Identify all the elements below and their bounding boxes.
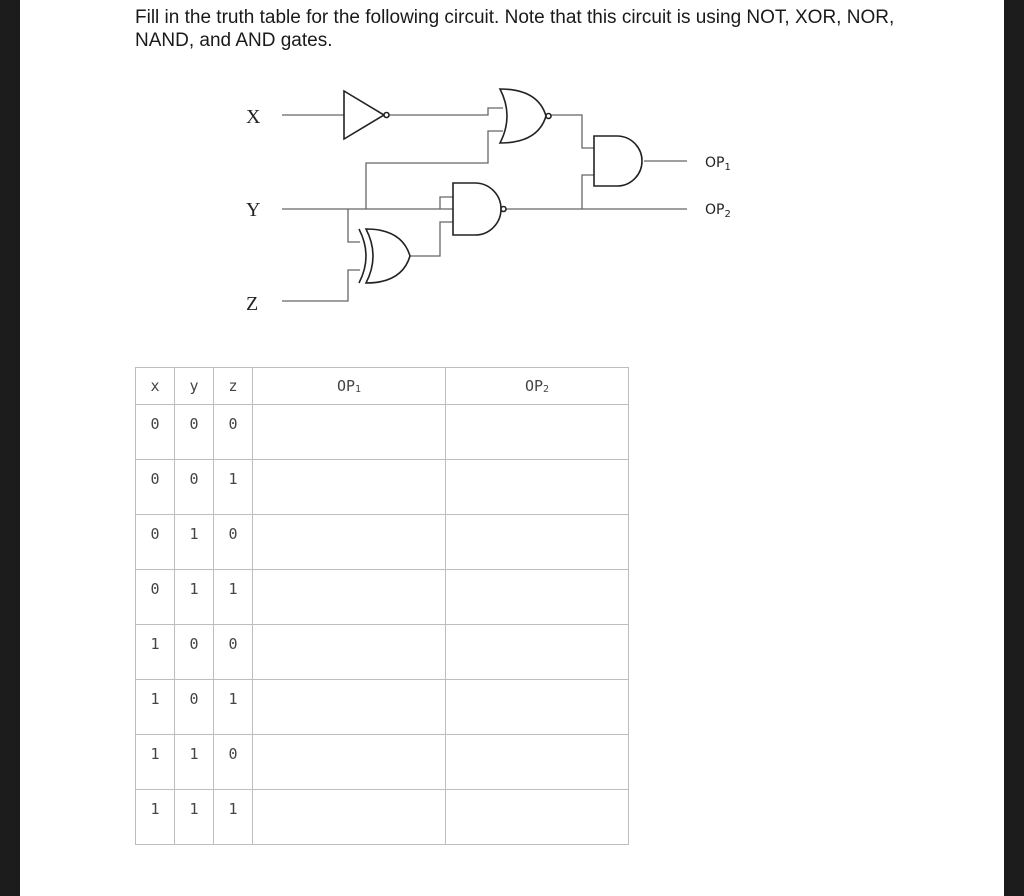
nor-gate: [500, 89, 551, 143]
cell-y: 1: [175, 570, 214, 625]
nand-gate: [453, 183, 506, 235]
wire-xor-to-nand: [410, 222, 453, 256]
cell-z: 0: [214, 625, 253, 680]
cell-y: 0: [175, 460, 214, 515]
table-row: [136, 625, 629, 680]
cell-op2-answer[interactable]: [446, 790, 629, 845]
xor-gate: [359, 229, 410, 283]
header-z: z: [214, 368, 253, 405]
truth-table: [135, 367, 629, 845]
cell-y: 1: [175, 515, 214, 570]
cell-x: 1: [136, 625, 175, 680]
header-y: y: [175, 368, 214, 405]
cell-y: 0: [175, 680, 214, 735]
wire-nor-to-and: [551, 115, 594, 148]
logic-circuit-diagram: [20, 0, 1004, 330]
cell-z: 1: [214, 460, 253, 515]
table-row: [136, 790, 629, 845]
cell-z: 1: [214, 680, 253, 735]
cell-x: 0: [136, 405, 175, 460]
header-op2: $OP_2$: [446, 368, 629, 405]
not-gate: [344, 91, 389, 139]
cell-op1-answer[interactable]: [253, 790, 446, 845]
cell-op2-answer[interactable]: [446, 515, 629, 570]
wire-y-to-xor: [348, 209, 360, 242]
cell-op1-answer[interactable]: [253, 460, 446, 515]
cell-op1-answer[interactable]: [253, 405, 446, 460]
cell-y: 0: [175, 405, 214, 460]
cell-op2-answer[interactable]: [446, 570, 629, 625]
truth-table-header-row: [136, 368, 629, 405]
wire-op2-to-and: [582, 175, 594, 209]
cell-x: 1: [136, 790, 175, 845]
cell-op2-answer[interactable]: [446, 460, 629, 515]
cell-op1-answer[interactable]: [253, 570, 446, 625]
cell-x: 0: [136, 515, 175, 570]
cell-z: 1: [214, 790, 253, 845]
and-gate: [594, 136, 642, 186]
input-label-x: X: [246, 106, 261, 128]
cell-y: 0: [175, 625, 214, 680]
cell-op1-answer[interactable]: [253, 735, 446, 790]
table-row: [136, 515, 629, 570]
cell-x: 0: [136, 460, 175, 515]
wire-y-to-nand: [440, 197, 453, 209]
cell-op1-answer[interactable]: [253, 625, 446, 680]
header-op1: $OP_1$: [253, 368, 446, 405]
input-label-z: Z: [246, 293, 259, 315]
cell-op1-answer[interactable]: [253, 680, 446, 735]
table-row: [136, 405, 629, 460]
cell-op2-answer[interactable]: [446, 680, 629, 735]
input-label-y: Y: [246, 199, 261, 221]
output-label-op1: OP1: [705, 155, 731, 173]
cell-z: 0: [214, 515, 253, 570]
question-text: Fill in the truth table for the following circuit. Note that this circuit is using NOT, XOR, NOR, NAND, and AND gates.: [135, 7, 895, 51]
output-label-op2: OP2: [705, 202, 731, 220]
cell-y: 1: [175, 790, 214, 845]
table-row: [136, 680, 629, 735]
table-row: [136, 735, 629, 790]
cell-z: 0: [214, 735, 253, 790]
wire-not-to-nor: [389, 108, 503, 115]
cell-op2-answer[interactable]: [446, 625, 629, 680]
cell-x: 0: [136, 570, 175, 625]
wire-z-to-xor: [282, 270, 360, 301]
cell-x: 1: [136, 680, 175, 735]
table-row: [136, 460, 629, 515]
cell-x: 1: [136, 735, 175, 790]
header-x: x: [136, 368, 175, 405]
cell-op2-answer[interactable]: [446, 405, 629, 460]
table-row: [136, 570, 629, 625]
document-page: [20, 0, 1004, 896]
cell-y: 1: [175, 735, 214, 790]
cell-op2-answer[interactable]: [446, 735, 629, 790]
cell-z: 1: [214, 570, 253, 625]
cell-op1-answer[interactable]: [253, 515, 446, 570]
cell-z: 0: [214, 405, 253, 460]
